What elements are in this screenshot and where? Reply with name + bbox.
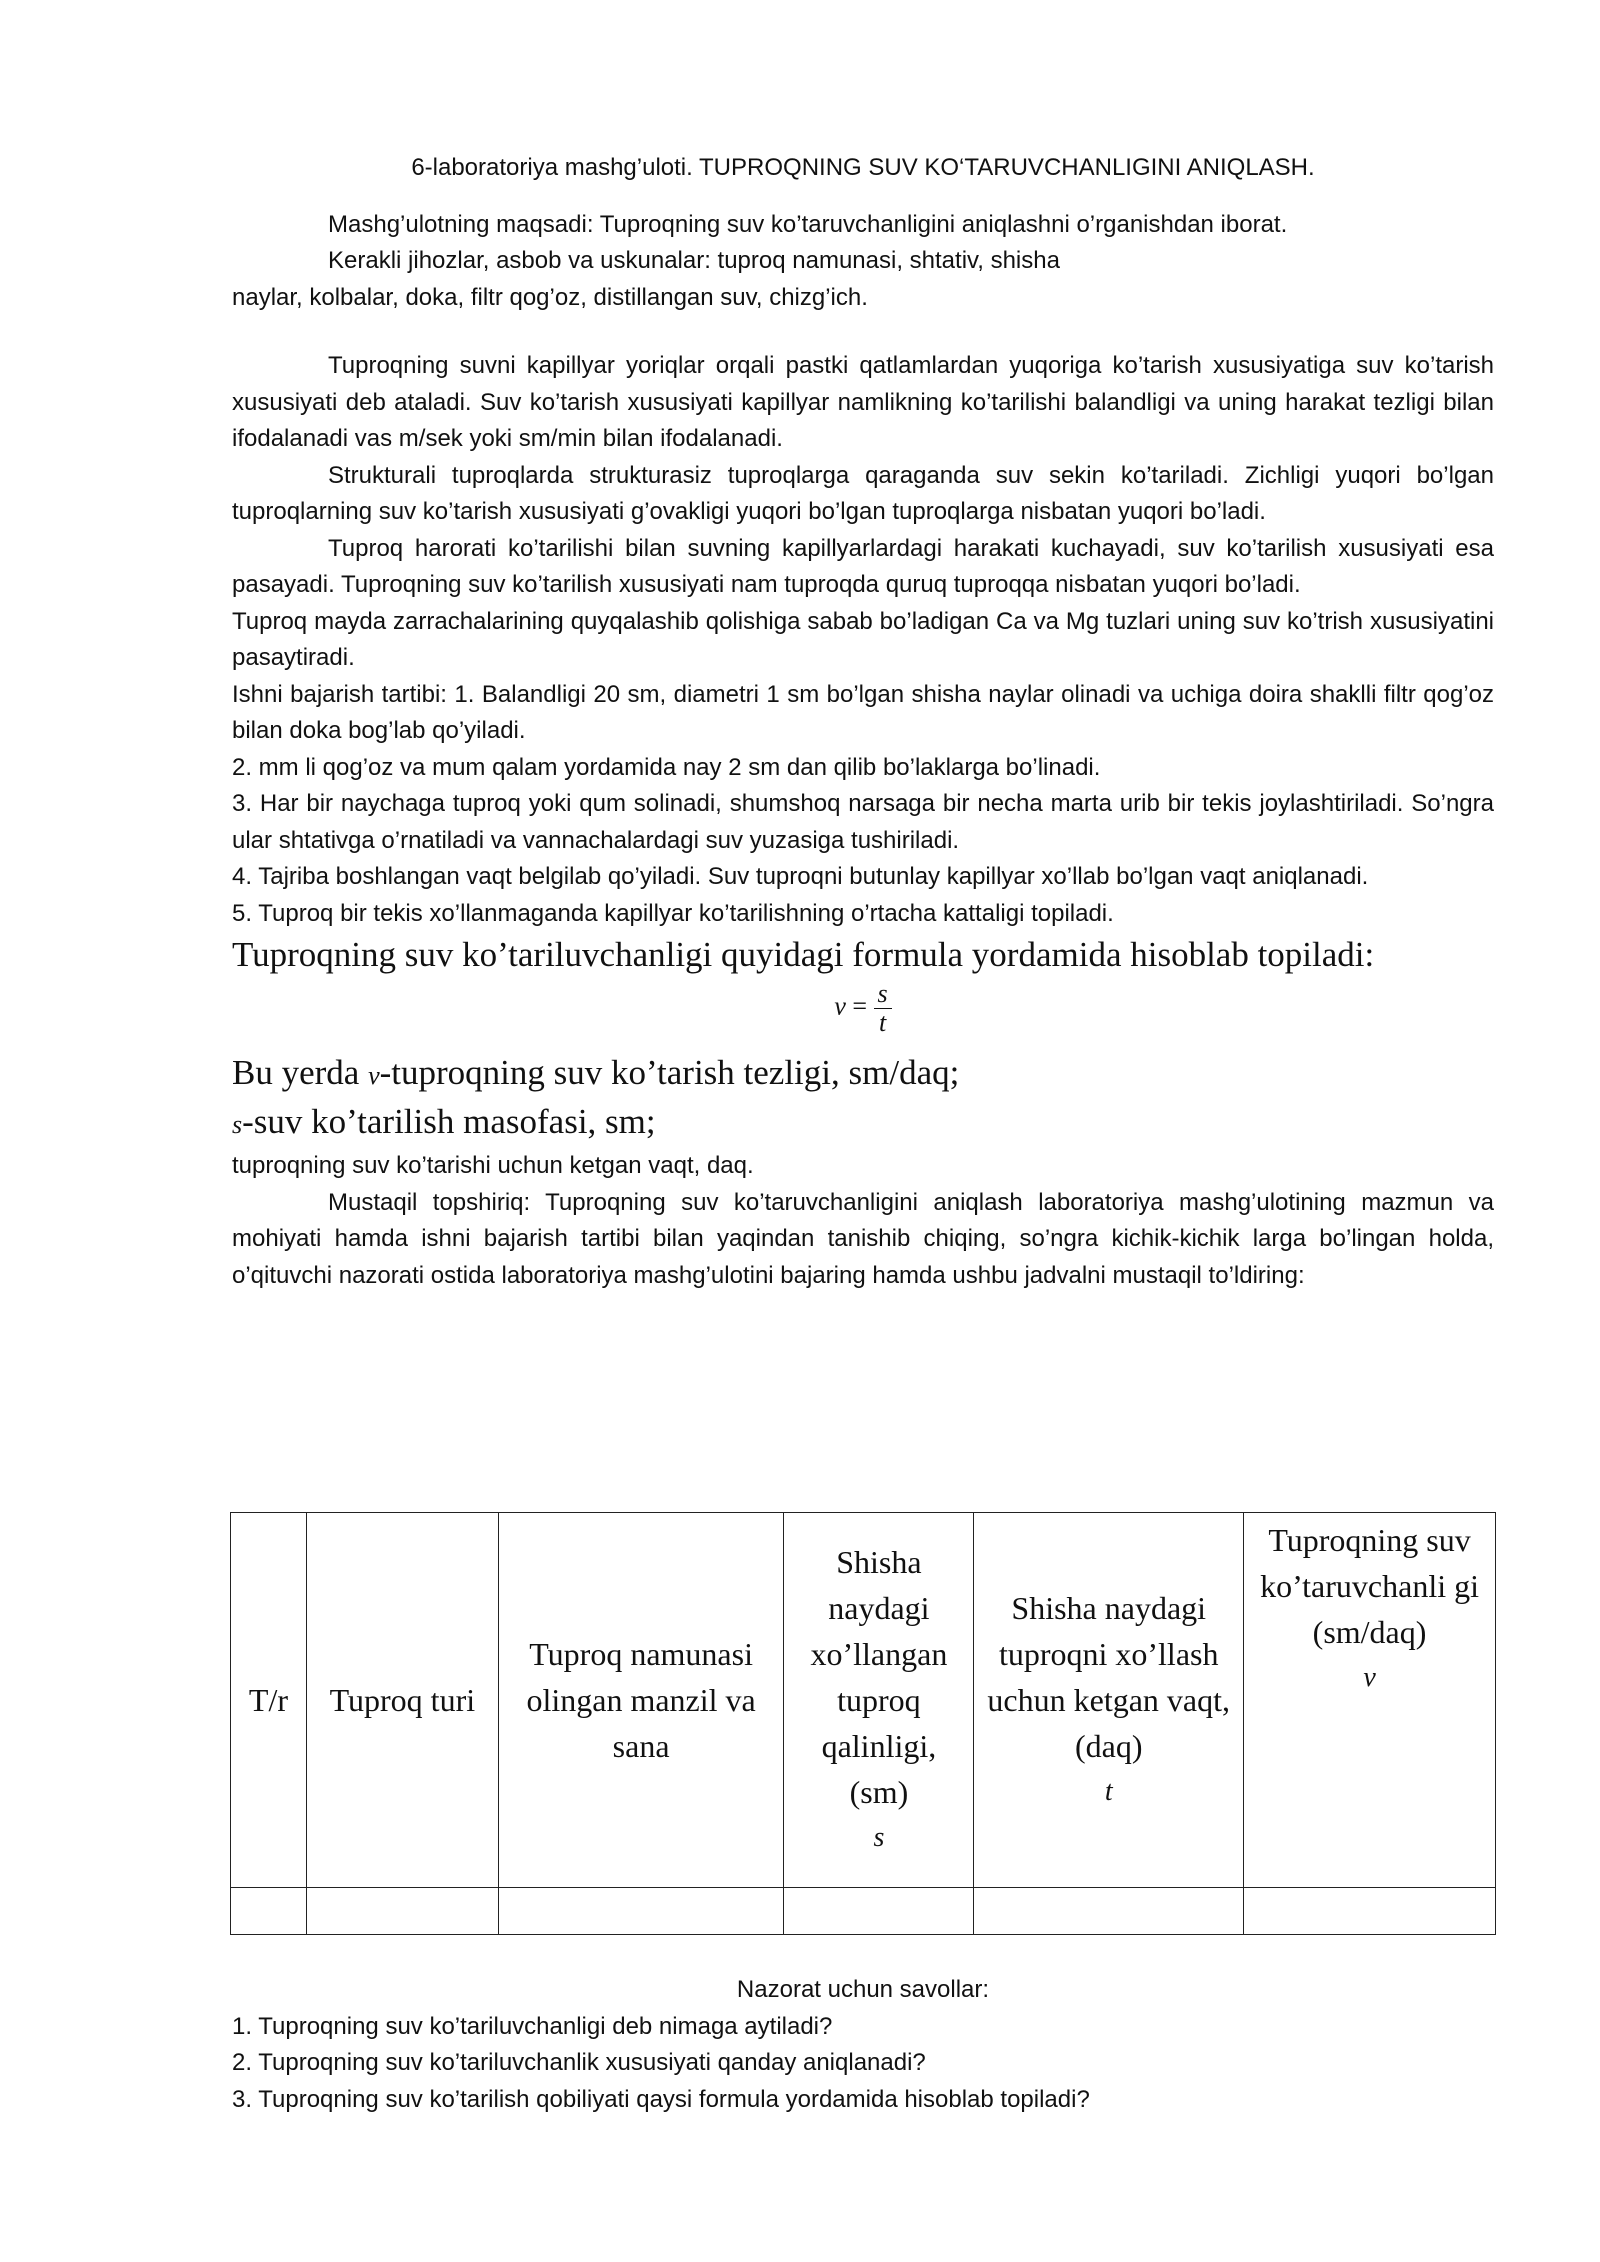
question-3: 3. Tuproqning suv ko’tarilish qobiliyati qaysi formula yordamida hisoblab topiladi? (232, 2085, 1090, 2113)
document-body (232, 150, 1494, 1294)
table-cell[interactable] (231, 1888, 307, 1935)
formula-intro: Tuproqning suv ko’tariluvchanligi quyidagi formula yordamida hisoblab topiladi: (232, 935, 1375, 974)
table-cell[interactable] (498, 1888, 784, 1935)
procedure-step-3: 3. Har bir naychaga tuproq yoki qum solinadi, shumshoq narsaga bir necha marta urib bir tekis joylashtiriladi. So’ngra ular shtativga o’rnatiladi va vannachalardagi suv yuzasiga tushiriladi. (232, 790, 1494, 854)
formula-numerator: s (874, 980, 892, 1009)
formula-denominator: t (878, 1008, 887, 1037)
symbol-t: t (1104, 1776, 1113, 1807)
table-row (231, 1888, 1496, 1935)
paragraph-temperature: Tuproq harorati ko’tarilishi bilan suvning kapillyarlardagi harakati kuchayadi, suv ko’tarilish xususiyati esa pasayadi. Tuproqning suv ko’tarilish xususiyati nam tuproqda quruq tuproqqa nisbatan yuqori bo’ladi. (232, 534, 1494, 598)
table-cell[interactable] (1244, 1888, 1496, 1935)
table-header-row (231, 1513, 1496, 1888)
table-cell[interactable] (784, 1888, 974, 1935)
header-cell-soil-type: Tuproq turi (306, 1513, 498, 1888)
paragraph-capillary: Tuproqning suvni kapillyar yoriqlar orqali pastki qatlamlardan yuqoriga ko’tarish xususiyatiga suv ko’tarish xususiyati deb ataladi. Suv ko’tarish xususiyati kapillyar namlikning ko’tarilishi balandligi va uning harakat tezligi bilan ifodalanadi vas m/sek yoki sm/min bilan ifodalanadi. (232, 352, 1494, 452)
header-cell-soil-thickness: Shisha naydagi xo’llangan tuproq qalinligi, (sm) s (784, 1513, 974, 1888)
procedure-step-4: 4. Tajriba boshlangan vaqt belgilab qo’yiladi. Suv tuproqni butunlay kapillyar xo’llab bo’lgan vaqt aniqlanadi. (232, 863, 1369, 890)
procedure-step-2: 2. mm li qog’oz va mum qalam yordamida nay 2 sm dan qilib bo’laklarga bo’linadi. (232, 753, 1101, 781)
symbol-s: s (873, 1822, 885, 1853)
definition-v-symbol: v (368, 1061, 380, 1090)
purpose-text: Mashg’ulotning maqsadi: Tuproqning suv ko’taruvchanligini aniqlashni o’rganishdan iborat. (328, 210, 1288, 238)
formula-lhs: v (834, 991, 846, 1021)
independent-task: Mustaqil topshiriq: Tuproqning suv ko’taruvchanligini aniqlash laboratoriya mashg’ulotining mazmun va mohiyati hamda ishni bajarish tartibi bilan yaqindan tanishib chiqing, so’ngra kichik-kichik larga bo’lingan holda, o’qituvchi nazorati ostida laboratoriya mashg’ulotini bajaring hamda ushbu jadvalni mustaqil to’ldiring: (232, 1188, 1494, 1289)
procedure-step-5: 5. Tuproq bir tekis xo’llanmaganda kapillyar ko’tarilishning o’rtacha kattaligi topiladi. (232, 899, 1114, 927)
definition-v-text: -tuproqning suv ko’tarish tezligi, sm/daq; (379, 1053, 960, 1092)
symbol-v: v (1363, 1662, 1376, 1693)
definition-s-text: -suv ko’tarilish masofasi, sm; (242, 1102, 656, 1141)
definition-v-prefix: Bu yerda (232, 1053, 369, 1092)
table-cell[interactable] (974, 1888, 1244, 1935)
question-1: 1. Tuproqning suv ko’tariluvchanligi deb nimaga aytiladi? (232, 2012, 833, 2040)
equipment-line-2: naylar, kolbalar, doka, filtr qog’oz, distillangan suv, chizg’ich. (232, 283, 868, 311)
equipment-line-1: Kerakli jihozlar, asbob va uskunalar: tuproq namunasi, shtativ, shisha (328, 247, 1060, 274)
questions-title: Nazorat uchun savollar: (736, 1976, 990, 2003)
formula-equals: = (852, 991, 868, 1021)
paragraph-ca-mg: Tuproq mayda zarrachalarining quyqalashib qolishiga sabab bo’ladigan Ca va Mg tuzlari uning suv ko’trish xususiyatini pasaytiradi. (232, 607, 1494, 671)
formula (232, 980, 1494, 1044)
definition-s-symbol: s (232, 1110, 243, 1139)
header-cell-water-rise: Tuproqning suv ko’taruvchanli gi (sm/daq) v (1244, 1513, 1496, 1888)
lab-title: 6-laboratoriya mashg’uloti. TUPROQNING SUV KO‘TARUVCHANLIGINI ANIQLASH. (411, 154, 1315, 181)
procedure-step-1: Ishni bajarish tartibi: 1. Balandligi 20 sm, diametri 1 sm bo’lgan shisha naylar olinadi va uchiga doira shaklli filtr qog’oz bilan doka bog’lab qo’yiladi. (232, 680, 1494, 744)
header-cell-sample-location: Tuproq namunasi olingan manzil va sana (498, 1513, 784, 1888)
table-cell[interactable] (306, 1888, 498, 1935)
definition-t: tuproqning suv ko’tarishi uchun ketgan vaqt, daq. (232, 1152, 754, 1179)
formula-fraction (874, 980, 892, 1037)
results-table (230, 1512, 1496, 1935)
paragraph-structure: Strukturali tuproqlarda strukturasiz tuproqlarga qaraganda suv sekin ko’tariladi. Zichligi yuqori bo’lgan tuproqlarning suv ko’tarish xususiyati g’ovakligi yuqori bo’lgan tuproqlarga nisbatan yuqori bo’ladi. (232, 461, 1494, 525)
question-2: 2. Tuproqning suv ko’tariluvchanlik xususiyati qanday aniqlanadi? (232, 2049, 926, 2076)
control-questions (232, 1972, 1494, 2118)
definition-s (232, 1099, 1494, 1148)
definition-v (232, 1050, 1494, 1099)
header-cell-tr: T/r (231, 1513, 307, 1888)
header-cell-wetting-time: Shisha naydagi tuproqni xo’llash uchun ketgan vaqt, (daq) t (974, 1513, 1244, 1888)
